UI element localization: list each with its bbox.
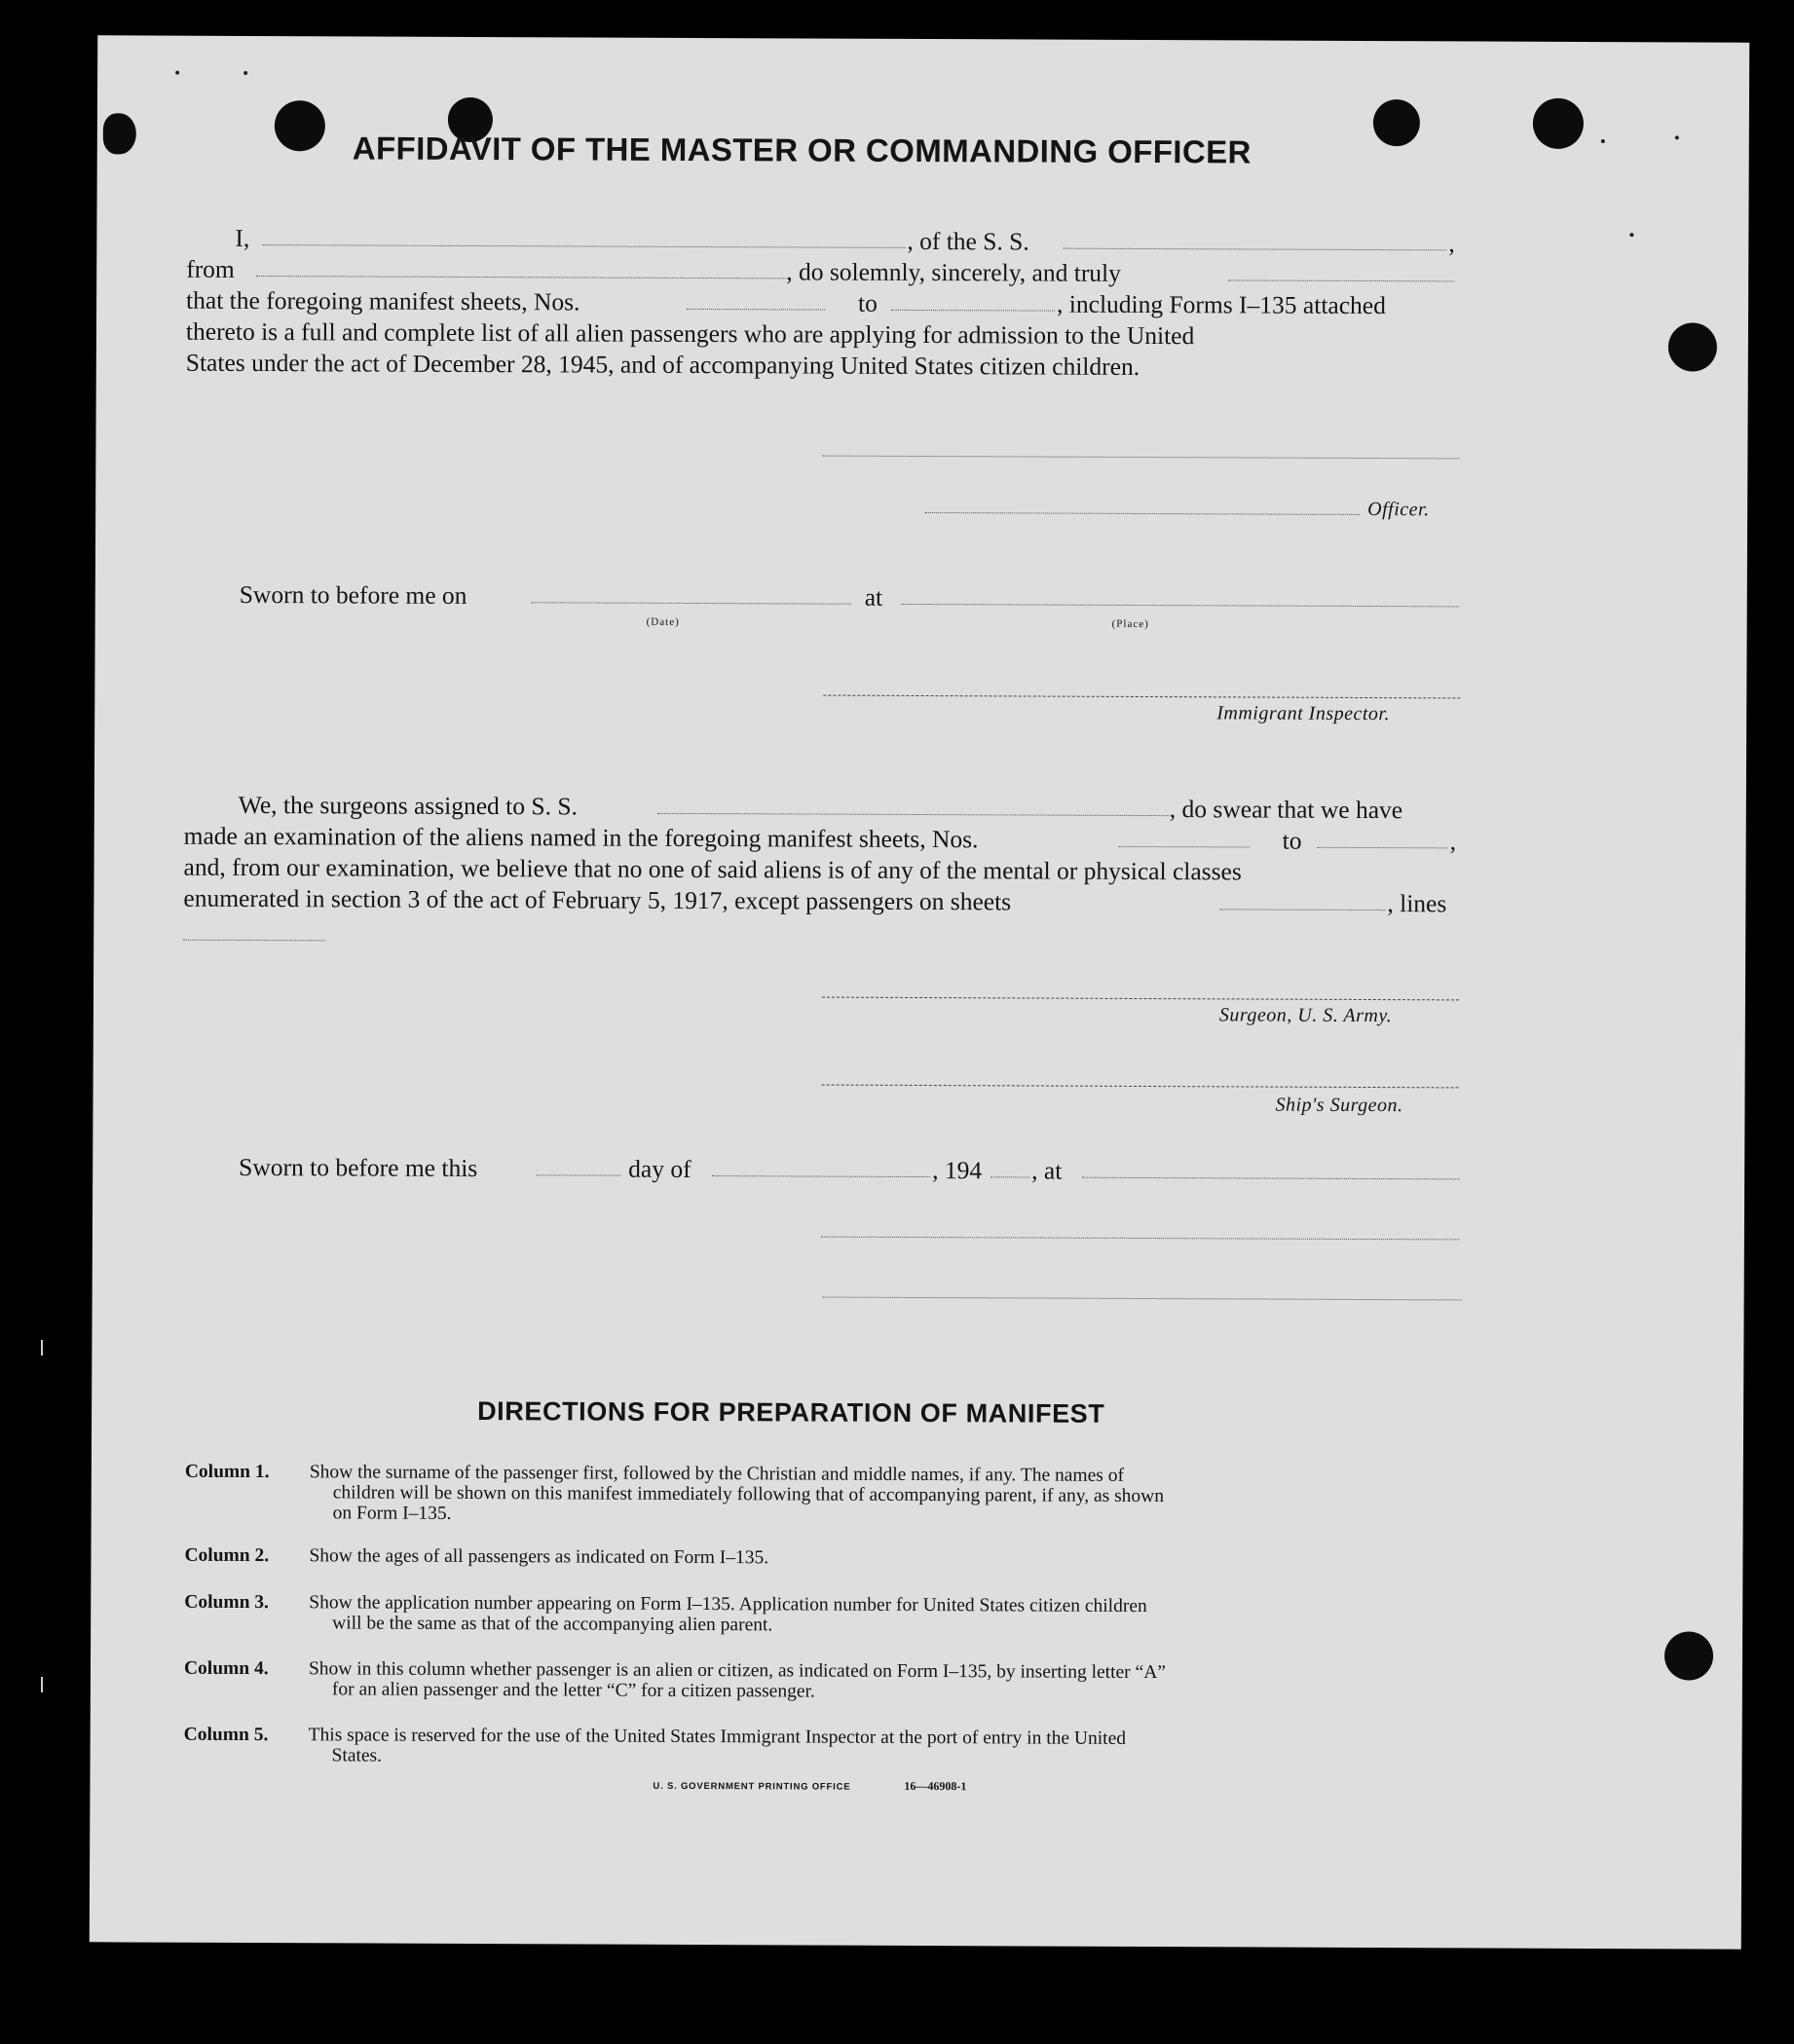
speck bbox=[1601, 139, 1605, 143]
column-1-line-3: on Form I–135. bbox=[332, 1503, 452, 1524]
speck bbox=[1629, 233, 1633, 237]
punch-hole bbox=[103, 113, 136, 154]
master-signature-line[interactable] bbox=[822, 456, 1459, 460]
affidavit-line-2-a: from bbox=[186, 254, 235, 283]
column-4-line-1: Show in this column whether passenger is an alien or citizen, as indicated on Form I–135, by inserting letter “A” bbox=[308, 1658, 1166, 1684]
officer-title-line[interactable] bbox=[925, 512, 1360, 515]
printing-office-imprint: U. S. GOVERNMENT PRINTING OFFICE bbox=[653, 1780, 851, 1793]
column-5-line-2: States. bbox=[331, 1745, 383, 1766]
sheet-from-field[interactable] bbox=[687, 309, 825, 311]
surgeons-line-1-b: , do swear that we have bbox=[1169, 795, 1403, 825]
speck bbox=[243, 71, 247, 75]
surgeons-line-2-c: , bbox=[1449, 827, 1457, 856]
surgeons-line-4-a: enumerated in section 3 of the act of February 5, 1917, except passengers on sheets bbox=[183, 883, 1012, 916]
column-3-label: Column 3. bbox=[184, 1591, 269, 1614]
surgeon-ship-field[interactable] bbox=[657, 813, 1170, 816]
sheet-to-field[interactable] bbox=[891, 310, 1055, 312]
form-page bbox=[90, 35, 1750, 1949]
inspector-label: Immigrant Inspector. bbox=[1216, 702, 1391, 725]
speck bbox=[1675, 135, 1679, 139]
column-1-line-2: children will be shown on this manifest immediately following that of accompanying parent, if any, as shown bbox=[332, 1482, 1165, 1507]
column-4-label: Column 4. bbox=[183, 1657, 269, 1680]
place-caption: (Place) bbox=[1111, 617, 1149, 631]
affidavit-line-5: States under the act of December 28, 1945, and of accompanying United States citizen children. bbox=[185, 348, 1140, 381]
surgeons-line-2-b: to bbox=[1282, 826, 1302, 855]
sworn2-title-line[interactable] bbox=[823, 1297, 1462, 1301]
exam-sheet-to-field[interactable] bbox=[1318, 847, 1448, 849]
sworn2-day-field[interactable] bbox=[537, 1174, 620, 1175]
column-3-line-2: will be the same as that of the accompanying alien parent. bbox=[332, 1613, 773, 1636]
oath-field[interactable] bbox=[1228, 279, 1454, 281]
sworn2-signature-line[interactable] bbox=[821, 1237, 1460, 1241]
column-3-line-1: Show the application number appearing on Form I–135. Application number for United States citizen children bbox=[309, 1592, 1147, 1617]
affidavit-line-1-a: I, bbox=[235, 223, 250, 252]
ship-surgeon-signature-line[interactable] bbox=[822, 1085, 1459, 1089]
column-5-label: Column 5. bbox=[183, 1724, 269, 1746]
sworn-place-field[interactable] bbox=[902, 604, 1459, 607]
inspector-signature-line[interactable] bbox=[823, 695, 1460, 699]
affidavit-line-3-b: to bbox=[858, 288, 878, 317]
sworn2-c: , 194 bbox=[932, 1156, 983, 1185]
surgeons-line-4-b: , lines bbox=[1387, 889, 1447, 918]
scan-edge-mark bbox=[41, 1340, 43, 1356]
sworn-date-field[interactable] bbox=[532, 602, 851, 604]
scan-edge-mark bbox=[41, 1677, 43, 1692]
directions-title: DIRECTIONS FOR PREPARATION OF MANIFEST bbox=[477, 1396, 1105, 1429]
form-code: 16—46908-1 bbox=[904, 1778, 967, 1794]
affidavit-line-2-b: , do solemnly, sincerely, and truly bbox=[786, 257, 1121, 287]
page-title: AFFIDAVIT OF THE MASTER OR COMMANDING OFFICER bbox=[352, 130, 1252, 170]
speck bbox=[175, 71, 179, 75]
punch-hole bbox=[1668, 322, 1717, 371]
army-surgeon-signature-line[interactable] bbox=[822, 997, 1459, 1001]
affidavit-line-3-c: , including Forms I–135 attached bbox=[1057, 289, 1386, 320]
officer-label: Officer. bbox=[1367, 499, 1430, 521]
exam-sheet-from-field[interactable] bbox=[1119, 846, 1250, 848]
surgeons-line-3: and, from our examination, we believe that no one of said aliens is of any of the mental or physical classes bbox=[183, 852, 1242, 886]
ship-name-field[interactable] bbox=[1063, 248, 1446, 251]
sworn-at: at bbox=[864, 582, 883, 612]
punch-hole bbox=[275, 100, 325, 151]
surgeons-line-2-a: made an examination of the aliens named in the foregoing manifest sheets, Nos. bbox=[183, 821, 979, 854]
army-surgeon-label: Surgeon, U. S. Army. bbox=[1218, 1004, 1393, 1027]
affidavit-line-1-c: , bbox=[1448, 229, 1455, 258]
column-1-line-1: Show the surname of the passenger first, followed by the Christian and middle names, if any. The names of bbox=[309, 1462, 1125, 1486]
affidavit-line-3-a: that the foregoing manifest sheets, Nos. bbox=[186, 285, 580, 316]
column-2-line-1: Show the ages of all passengers as indicated on Form I–135. bbox=[309, 1545, 769, 1569]
sworn-before-me-on: Sworn to before me on bbox=[239, 579, 467, 610]
punch-hole bbox=[1373, 99, 1420, 146]
ship-surgeon-label: Ship's Surgeon. bbox=[1275, 1094, 1403, 1117]
sworn2-year-field[interactable] bbox=[990, 1176, 1029, 1177]
from-port-field[interactable] bbox=[256, 276, 786, 279]
date-caption: (Date) bbox=[646, 615, 680, 628]
affidavit-line-4: thereto is a full and complete list of all alien passengers who are applying for admission to the United bbox=[185, 316, 1195, 351]
column-1-label: Column 1. bbox=[184, 1461, 270, 1483]
master-name-field[interactable] bbox=[262, 244, 905, 248]
exception-sheets-field[interactable] bbox=[1219, 909, 1385, 911]
sworn2-d: , at bbox=[1031, 1156, 1063, 1185]
column-5-line-1: This space is reserved for the use of the United States Immigrant Inspector at the port of entry in the United bbox=[308, 1725, 1127, 1749]
sworn2-a: Sworn to before me this bbox=[239, 1152, 478, 1183]
sworn2-month-field[interactable] bbox=[712, 1175, 930, 1177]
punch-hole bbox=[1664, 1631, 1713, 1680]
sworn2-place-field[interactable] bbox=[1082, 1177, 1460, 1180]
column-4-line-2: for an alien passenger and the letter “C” for a citizen passenger. bbox=[331, 1679, 815, 1702]
affidavit-line-1-b: , of the S. S. bbox=[907, 226, 1029, 256]
sworn2-b: day of bbox=[628, 1154, 691, 1183]
exception-lines-field[interactable] bbox=[183, 940, 325, 942]
surgeons-line-1-a: We, the surgeons assigned to S. S. bbox=[238, 790, 578, 821]
punch-hole bbox=[1533, 98, 1584, 149]
column-2-label: Column 2. bbox=[184, 1544, 270, 1567]
